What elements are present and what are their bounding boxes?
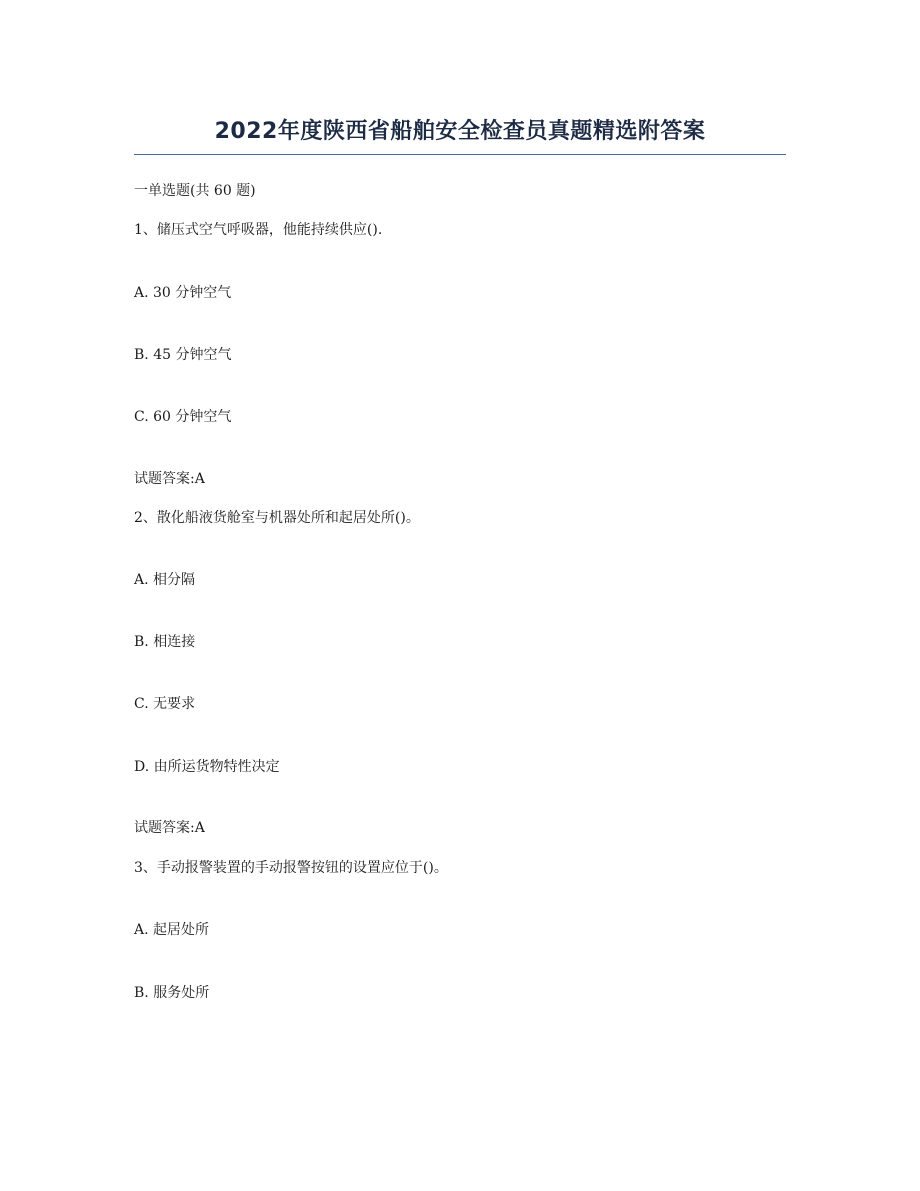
question-1-answer: 试题答案:A — [134, 471, 205, 487]
question-2-answer: 试题答案:A — [134, 820, 205, 836]
question-2-stem: 2、散化船液货舱室与机器处所和起居处所()。 — [134, 510, 420, 526]
title-underline — [134, 154, 786, 155]
question-2-option-c: C. 无要求 — [134, 696, 196, 712]
question-1-stem: 1、储压式空气呼吸器，他能持续供应(). — [134, 222, 383, 238]
question-1-option-c: C. 60 分钟空气 — [134, 409, 232, 425]
question-1-option-b: B. 45 分钟空气 — [134, 347, 232, 363]
question-2-option-d: D. 由所运货物特性决定 — [134, 759, 280, 775]
section-header: 一单选题(共 60 题) — [134, 183, 256, 199]
question-3-option-a: A. 起居处所 — [134, 922, 210, 938]
question-3-option-b: B. 服务处所 — [134, 985, 210, 1001]
question-1-option-a: A. 30 分钟空气 — [134, 285, 232, 301]
document-title: 2022年度陕西省船舶安全检查员真题精选附答案 — [214, 119, 706, 144]
question-2-option-b: B. 相连接 — [134, 634, 196, 650]
question-3-stem: 3、手动报警装置的手动报警按钮的设置应位于()。 — [134, 860, 448, 876]
question-2-option-a: A. 相分隔 — [134, 572, 196, 588]
